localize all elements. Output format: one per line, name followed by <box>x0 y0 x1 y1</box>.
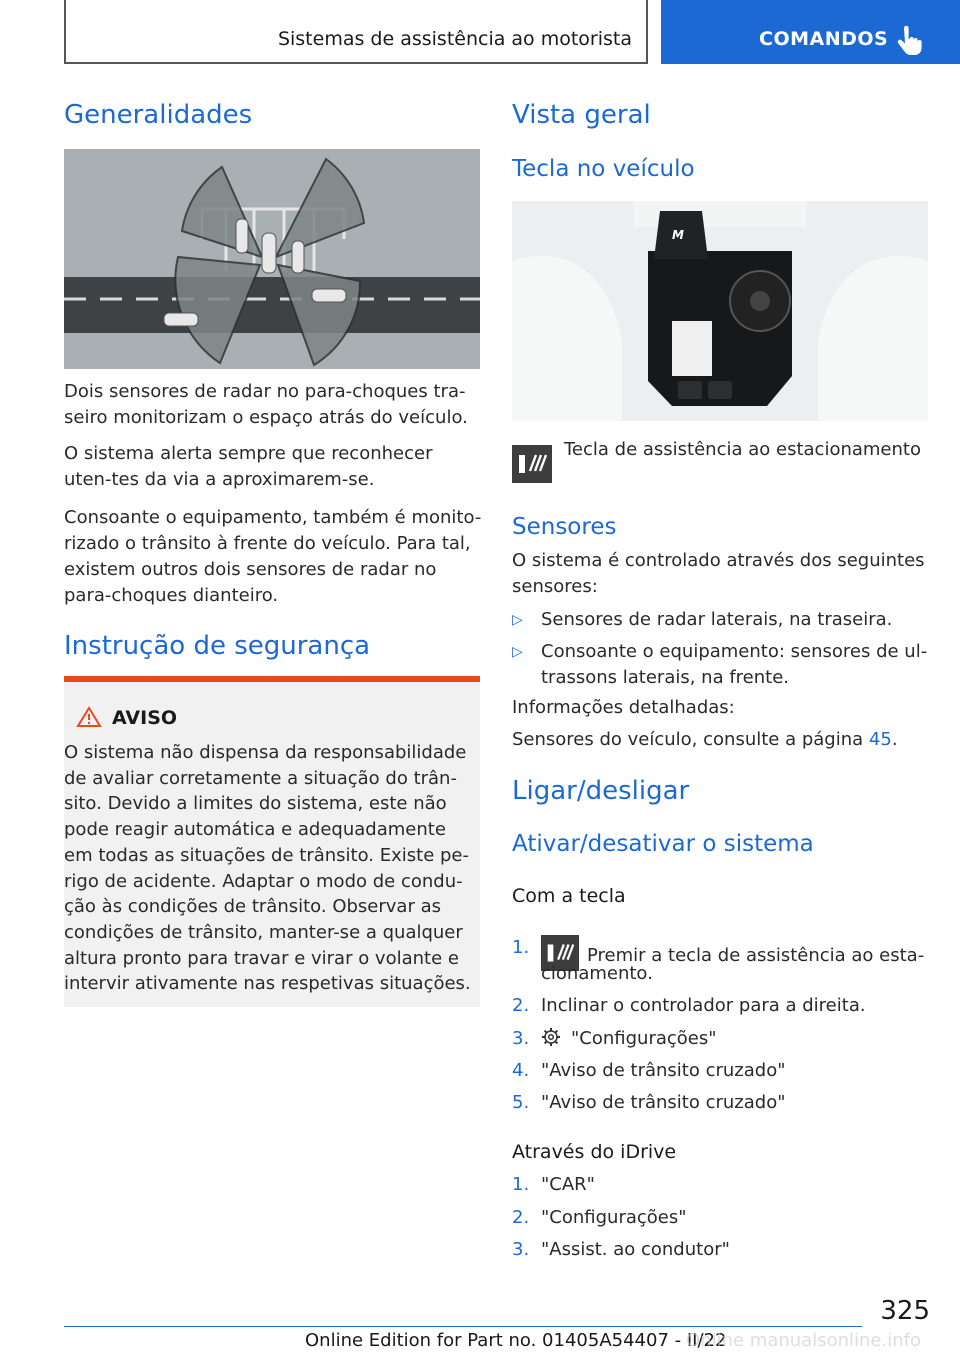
page-link[interactable]: 45 <box>868 729 892 750</box>
warning-box <box>64 676 480 1007</box>
header-chapter-title: COMANDOS <box>759 28 889 50</box>
console-photo <box>512 201 928 421</box>
para-radar-sensors: Dois sensores de radar no para-choques tra-seiro monitorizam o espaço atrás do veículo. <box>64 381 468 428</box>
heading-generalidades: Generalidades <box>64 100 253 130</box>
footer-edition: Online Edition for Part no. 01405A54407 - II/22 <box>305 1330 727 1351</box>
warning-text: O sistema não dispensa da responsabilidade de avaliar corretamente a situação do trân-sito. Devido a limites do sistema, este não pode reagir automática e adequadamente em todas as situações de trânsito. Existe pe-rigo de acidente. Adaptar o modo de condu-ção às condições de trânsito. Observar as condições de trânsito, manter-se a qualquer altura pronto para travar e virar o volante e intervir ativamente nas respetivas situações. <box>64 742 471 995</box>
heading-seguranca: Instrução de segurança <box>64 631 371 661</box>
label-com-tecla: Com a tecla <box>512 885 626 907</box>
info-label: Informações detalhadas: <box>512 697 735 718</box>
button-caption: Tecla de assistência ao estacionamento <box>564 439 921 460</box>
heading-vista-geral: Vista geral <box>512 100 651 130</box>
header-section-box <box>64 0 648 64</box>
gear-icon <box>541 1027 561 1047</box>
svg-text:M: M <box>672 228 684 242</box>
warning-title: AVISO <box>112 707 178 729</box>
radar-diagram-figure <box>64 149 480 369</box>
para-alert: O sistema alerta sempre que reconhecer uten-tes da via a aproximarem-se. <box>64 443 433 490</box>
info-reference: Sensores do veículo, consulte a página 45. <box>512 729 898 750</box>
para-front-traffic: Consoante o equipamento, também é monito-rizado o trânsito à frente do veículo. Para tal, existem outros dois sensores de radar no para-choques dianteiro. <box>64 507 482 606</box>
triangle-bullet-icon: ▷ <box>512 612 523 628</box>
heading-ativar-desativar: Ativar/desativar o sistema <box>512 831 814 857</box>
triangle-bullet-icon: ▷ <box>512 644 523 660</box>
heading-sensores: Sensores <box>512 514 617 540</box>
parking-assist-button-icon <box>512 445 552 483</box>
watermark: Online manualsonline.info <box>686 1330 921 1351</box>
footer-divider <box>64 1326 862 1327</box>
heading-ligar-desligar: Ligar/desligar <box>512 776 690 806</box>
page-number: 325 <box>880 1296 930 1326</box>
header-section-title: Sistemas de assistência ao motorista <box>277 28 632 50</box>
sensores-intro: O sistema é controlado através dos seguintes sensores: <box>512 550 925 597</box>
hand-pointer-icon <box>893 24 923 56</box>
label-idrive: Através do iDrive <box>512 1141 677 1163</box>
header-chapter-tab[interactable] <box>661 0 960 64</box>
heading-tecla-veiculo: Tecla no veículo <box>512 156 695 182</box>
warning-triangle-icon <box>76 706 102 728</box>
